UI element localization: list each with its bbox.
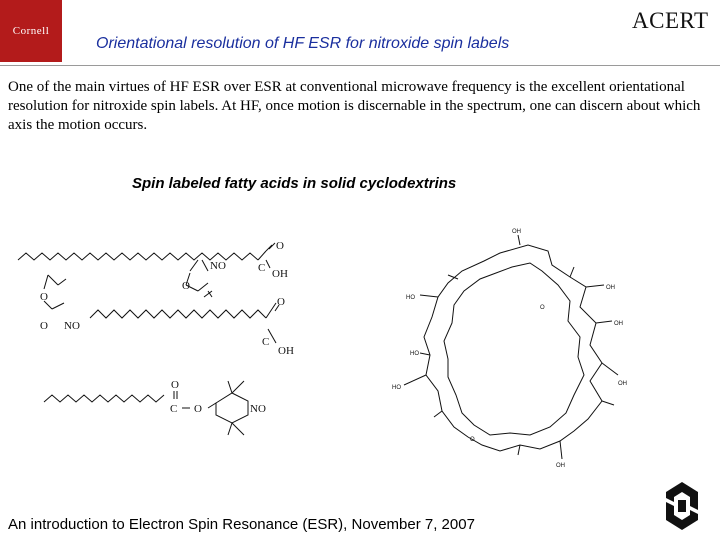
- mol2-o-label: O: [40, 291, 48, 303]
- acert-logo: [632, 8, 709, 34]
- structures-subtitle: Spin labeled fatty acids in solid cyclodextrins: [132, 175, 457, 192]
- cd-oh-label-1: OH: [512, 229, 521, 235]
- cd-oh-label-4: OH: [618, 381, 627, 387]
- cd-o-label-1: O: [540, 305, 545, 311]
- mol2-c-label: C: [262, 336, 270, 348]
- chemical-structures-figure: [0, 205, 720, 485]
- ncrr-logo: [654, 478, 710, 536]
- slide-title: Orientational resolution of HF ESR for nitroxide spin labels: [96, 35, 510, 52]
- mol2-o-label-2: O: [277, 296, 285, 308]
- cd-ho-label-1: HO: [406, 295, 415, 301]
- cd-ho-label-3: HO: [410, 351, 419, 357]
- spin-label-ester-structure: [44, 381, 248, 435]
- cornell-logo-text: Cornell: [12, 25, 50, 37]
- footer-text: An introduction to Electron Spin Resonance (ESR), November 7, 2007: [8, 516, 475, 533]
- fatty-acid-structure-2: [44, 275, 279, 343]
- mol3-o-label: O: [171, 379, 179, 391]
- mol2-no-label: NO: [64, 320, 80, 332]
- cd-oh-label-3: OH: [614, 321, 623, 327]
- mol1-no-label: NO: [210, 260, 226, 272]
- mol2-ring-o-label: O: [40, 320, 48, 332]
- acert-logo-text: ACERT: [632, 8, 709, 33]
- mol1-o-label: O: [276, 240, 284, 252]
- mol3-ester-o-label: O: [194, 403, 202, 415]
- mol1-ring-o-label: O: [182, 280, 190, 292]
- intro-paragraph: One of the main virtues of HF ESR over ESR at conventional microwave frequency is the excellent orientational resolution for nitroxide spin labels. At HF, once motion is discernable in the spectrum, one can discern about which axis the motion occurs.: [8, 79, 701, 133]
- mol1-oh-label: OH: [272, 268, 288, 280]
- cornell-logo: [0, 0, 62, 62]
- cd-ho-label-2: HO: [392, 385, 401, 391]
- cyclodextrin-structure: [404, 235, 618, 459]
- mol2-oh-label: OH: [278, 345, 294, 357]
- header-divider: [0, 65, 720, 66]
- cd-o-label-2: O: [470, 437, 475, 443]
- cd-oh-label-5: OH: [556, 463, 565, 469]
- mol3-c-label: C: [170, 403, 178, 415]
- fatty-acid-structure-1: [18, 243, 275, 297]
- mol3-no-label: NO: [250, 403, 266, 415]
- mol1-c-label: C: [258, 262, 266, 274]
- cd-oh-label-2: OH: [606, 285, 615, 291]
